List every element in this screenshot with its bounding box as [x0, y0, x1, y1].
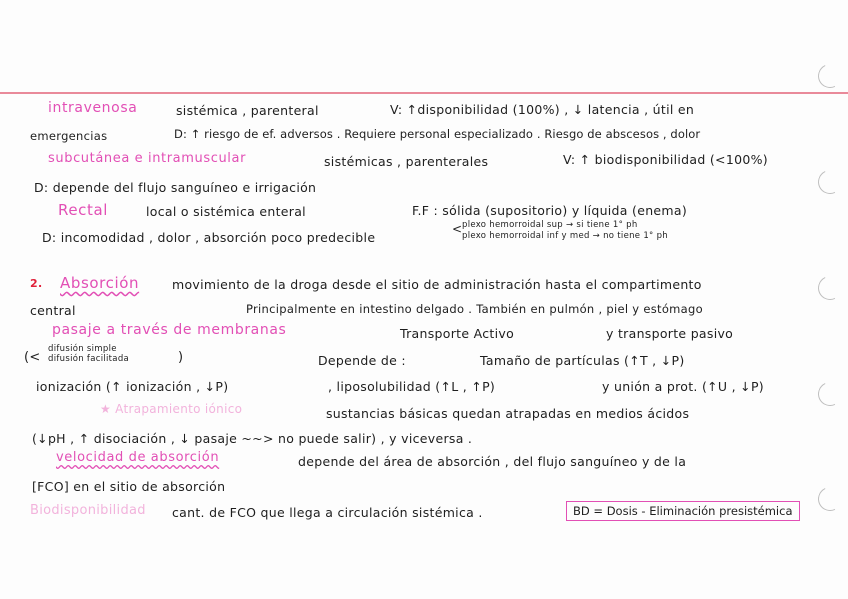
note-text: sistémicas , parenterales [324, 154, 489, 169]
heading-pasaje: pasaje a través de membranas [52, 322, 287, 338]
note-text: sistémica , parenteral [176, 103, 319, 118]
binder-hole [815, 167, 846, 198]
note-text: D: incomodidad , dolor , absorción poco predecible [42, 230, 376, 245]
note-bracket: < [452, 222, 463, 236]
section-number: 2. [30, 277, 43, 290]
heading-biodisponibilidad: Biodisponibilidad [30, 503, 146, 518]
heading-intravenosa: intravenosa [48, 100, 138, 116]
note-text: local o sistémica enteral [146, 204, 306, 219]
note-text: y transporte pasivo [606, 326, 734, 341]
note-subitem: difusión facilitada [48, 354, 130, 364]
note-subitem: plexo hemorroidal sup → si tiene 1° ph [462, 220, 638, 230]
note-text: F.F : sólida (supositorio) y líquida (enema) [412, 203, 688, 218]
formula-box: BD = Dosis - Eliminación presistémica [566, 501, 800, 521]
note-bracket: ) [178, 350, 184, 365]
note-text: sustancias básicas quedan atrapadas en medios ácidos [326, 406, 690, 421]
note-text: , liposolubilidad (↑L , ↑P) [328, 379, 496, 394]
margin-line [0, 92, 848, 94]
binder-hole [815, 273, 846, 304]
note-text: D: depende del flujo sanguíneo e irrigación [34, 180, 317, 195]
heading-subcutanea: subcutánea e intramuscular [48, 151, 247, 166]
note-text: cant. de FCO que llega a circulación sistémica . [172, 505, 483, 520]
note-text: Principalmente en intestino delgado . También en pulmón , piel y estómago [246, 302, 703, 316]
binder-hole [815, 379, 846, 410]
note-bracket: (< [24, 350, 41, 365]
note-text: depende del área de absorción , del flujo sanguíneo y de la [298, 454, 687, 469]
note-text: ionización (↑ ionización , ↓P) [36, 379, 229, 394]
binder-hole [815, 484, 846, 515]
heading-atrapamiento: ★ Atrapamiento iónico [100, 402, 243, 416]
note-text: emergencias [30, 129, 108, 143]
note-text: V: ↑ biodisponibilidad (<100%) [563, 152, 768, 167]
note-text: central [30, 303, 76, 318]
note-text: Transporte Activo [400, 326, 515, 341]
note-text: [FCO] en el sitio de absorción [32, 479, 226, 494]
note-text: movimiento de la droga desde el sitio de administración hasta el compartimento [172, 277, 702, 292]
note-text: y unión a prot. (↑U , ↓P) [602, 379, 764, 394]
note-subitem: difusión simple [48, 344, 117, 354]
note-text: (↓pH , ↑ disociación , ↓ pasaje ~~> no puede salir) , y viceversa . [32, 431, 473, 446]
heading-absorcion: Absorción [60, 274, 140, 292]
note-text: V: ↑disponibilidad (100%) , ↓ latencia , útil en [390, 102, 695, 117]
binder-hole [815, 61, 846, 92]
heading-rectal: Rectal [58, 201, 109, 219]
heading-velocidad: velocidad de absorción [56, 450, 220, 465]
note-text: D: ↑ riesgo de ef. adversos . Requiere personal especializado . Riesgo de abscesos , dolor [174, 127, 701, 141]
note-text: Tamaño de partículas (↑T , ↓P) [480, 353, 685, 368]
note-subitem: plexo hemorroidal inf y med → no tiene 1° ph [462, 231, 668, 241]
note-text: Depende de : [318, 353, 406, 368]
